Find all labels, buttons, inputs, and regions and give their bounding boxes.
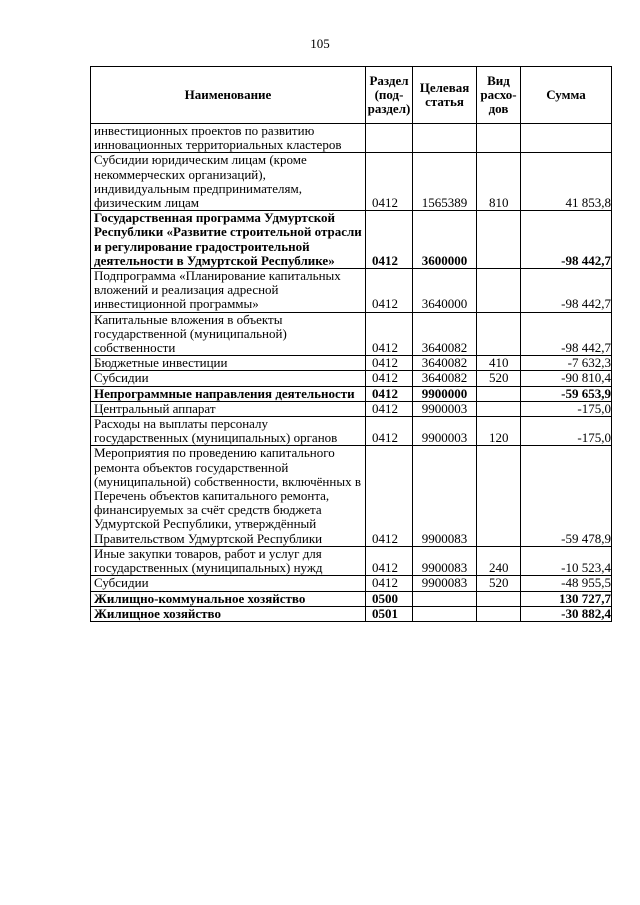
- row-sum: -98 442,7: [521, 211, 612, 269]
- row-sum: -59 478,9: [521, 446, 612, 546]
- row-target: [413, 606, 477, 621]
- row-name: Жилищное хозяйство: [91, 606, 366, 621]
- table-row: [91, 401, 612, 416]
- table-row: [91, 446, 612, 546]
- column-header-target: Целевая статья: [413, 67, 477, 124]
- table-row: [91, 312, 612, 356]
- row-target: [413, 124, 477, 153]
- row-kind: 410: [477, 356, 521, 371]
- row-target: 3640082: [413, 371, 477, 386]
- column-header-section: Раздел (под-раздел): [366, 67, 413, 124]
- row-kind: [477, 269, 521, 313]
- row-kind: [477, 446, 521, 546]
- row-kind: 520: [477, 371, 521, 386]
- row-sum: -10 523,4: [521, 546, 612, 575]
- row-name: Субсидии юридическим лицам (кроме некоммерческих организаций), индивидуальным предпринимателям, физическим лицам: [91, 153, 366, 211]
- column-header-sum: Сумма: [521, 67, 612, 124]
- row-sum: -175,0: [521, 401, 612, 416]
- row-sum: -7 632,3: [521, 356, 612, 371]
- table-row: [91, 546, 612, 575]
- row-kind: [477, 124, 521, 153]
- table-row: [91, 386, 612, 401]
- row-target: 3640082: [413, 312, 477, 356]
- row-target: 3600000: [413, 211, 477, 269]
- table-row: [91, 153, 612, 211]
- table-row: [91, 211, 612, 269]
- row-target: 9900003: [413, 401, 477, 416]
- row-name: Капитальные вложения в объекты государственной (муниципальной) собственности: [91, 312, 366, 356]
- row-name: Субсидии: [91, 576, 366, 591]
- column-header-name: Наименование: [91, 67, 366, 124]
- row-sum: -90 810,4: [521, 371, 612, 386]
- row-name: Мероприятия по проведению капитального ремонта объектов государственной (муниципальной) собственности, включённых в Перечень объектов капитального ремонта, финансируемых за счёт средств бюджета Удмуртской Республики, утверждённый Правительством Удмуртской Республики: [91, 446, 366, 546]
- row-section: 0500: [366, 591, 413, 606]
- row-section: 0412: [366, 153, 413, 211]
- row-kind: 120: [477, 417, 521, 446]
- row-section: 0412: [366, 401, 413, 416]
- row-section: 0412: [366, 356, 413, 371]
- row-target: 9900000: [413, 386, 477, 401]
- row-kind: [477, 386, 521, 401]
- table-row: [91, 591, 612, 606]
- column-header-kind: Вид расхо-дов: [477, 67, 521, 124]
- row-sum: -59 653,9: [521, 386, 612, 401]
- row-kind: [477, 312, 521, 356]
- table-row: [91, 269, 612, 313]
- table-row: [91, 371, 612, 386]
- row-kind: 520: [477, 576, 521, 591]
- row-kind: [477, 591, 521, 606]
- row-section: 0412: [366, 312, 413, 356]
- page-number: 105: [310, 36, 330, 51]
- row-name: Государственная программа Удмуртской Республики «Развитие строительной отрасли и регулирование градостроительной деятельности в Удмуртской Республике»: [91, 211, 366, 269]
- row-name: инвестиционных проектов по развитию инновационных территориальных кластеров: [91, 124, 366, 153]
- row-section: 0412: [366, 576, 413, 591]
- row-name: Жилищно-коммунальное хозяйство: [91, 591, 366, 606]
- row-target: 9900083: [413, 446, 477, 546]
- row-target: 9900083: [413, 546, 477, 575]
- row-section: 0412: [366, 371, 413, 386]
- row-kind: [477, 211, 521, 269]
- table-header-row: [91, 67, 612, 124]
- row-kind: [477, 606, 521, 621]
- row-name: Бюджетные инвестиции: [91, 356, 366, 371]
- row-name: Подпрограмма «Планирование капитальных вложений и реализация адресной инвестиционной программы»: [91, 269, 366, 313]
- table-row: [91, 606, 612, 621]
- row-target: 9900003: [413, 417, 477, 446]
- table-row: [91, 417, 612, 446]
- table-row: [91, 356, 612, 371]
- row-kind: [477, 401, 521, 416]
- row-section: [366, 124, 413, 153]
- row-kind: 240: [477, 546, 521, 575]
- row-sum: -98 442,7: [521, 312, 612, 356]
- table-row: [91, 576, 612, 591]
- row-section: 0412: [366, 386, 413, 401]
- row-section: 0412: [366, 211, 413, 269]
- row-name: Субсидии: [91, 371, 366, 386]
- row-sum: -175,0: [521, 417, 612, 446]
- row-target: 3640082: [413, 356, 477, 371]
- row-section: 0412: [366, 546, 413, 575]
- row-target: 3640000: [413, 269, 477, 313]
- row-section: 0501: [366, 606, 413, 621]
- row-section: 0412: [366, 269, 413, 313]
- row-sum: -30 882,4: [521, 606, 612, 621]
- row-section: 0412: [366, 446, 413, 546]
- row-sum: 130 727,7: [521, 591, 612, 606]
- row-sum: -48 955,5: [521, 576, 612, 591]
- table-row: [91, 124, 612, 153]
- row-name: Центральный аппарат: [91, 401, 366, 416]
- row-sum: 41 853,8: [521, 153, 612, 211]
- row-sum: -98 442,7: [521, 269, 612, 313]
- row-target: 9900083: [413, 576, 477, 591]
- row-sum: [521, 124, 612, 153]
- row-kind: 810: [477, 153, 521, 211]
- row-name: Расходы на выплаты персоналу государственных (муниципальных) органов: [91, 417, 366, 446]
- row-name: Непрограммные направления деятельности: [91, 386, 366, 401]
- row-section: 0412: [366, 417, 413, 446]
- budget-table: [90, 66, 612, 622]
- row-name: Иные закупки товаров, работ и услуг для государственных (муниципальных) нужд: [91, 546, 366, 575]
- row-target: 1565389: [413, 153, 477, 211]
- row-target: [413, 591, 477, 606]
